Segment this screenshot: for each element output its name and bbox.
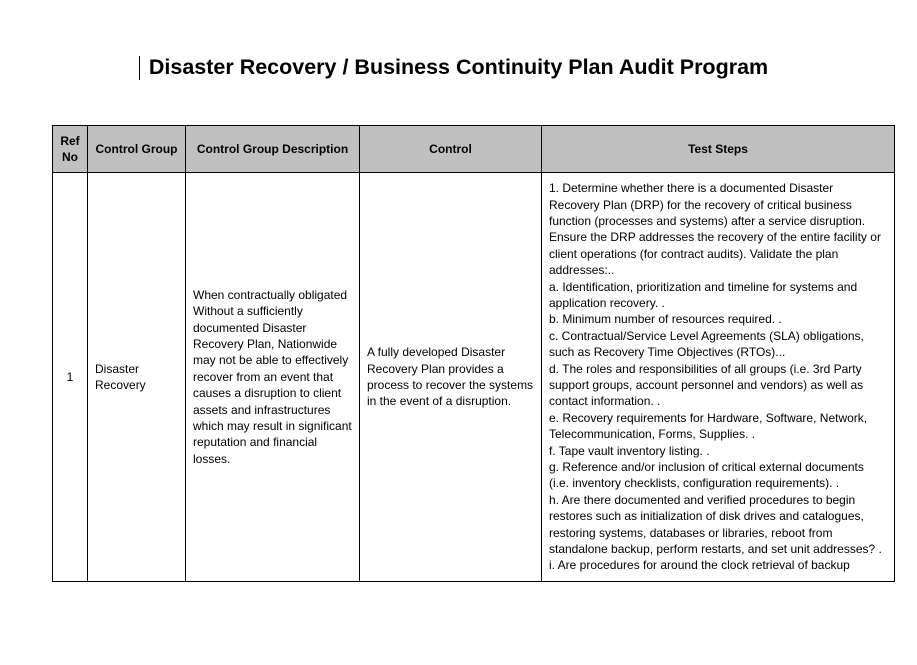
test-step: i. Are procedures for around the clock retrieval of backup xyxy=(549,558,850,573)
header-control: Control xyxy=(360,126,542,173)
header-test-steps: Test Steps xyxy=(542,126,895,173)
test-step: g. Reference and/or inclusion of critical external documents (i.e. inventory checklists, configuration requirements). . xyxy=(549,460,864,491)
test-step: b. Minimum number of resources required. . xyxy=(549,312,782,327)
table-header-row xyxy=(53,126,895,173)
cell-control: A fully developed Disaster Recovery Plan provides a process to recover the systems in the event of a disruption. xyxy=(360,173,542,582)
header-ref-no: Ref No xyxy=(53,126,88,173)
audit-table xyxy=(52,125,895,582)
cell-control-group-description: When contractually obligated Without a sufficiently documented Disaster Recovery Plan, Nationwide may not be able to effectively recover from an event that causes a disruption to client assets and infrastructures which may result in significant reputation and financial losses. xyxy=(186,173,360,582)
table-row xyxy=(53,173,895,582)
header-control-group: Control Group xyxy=(88,126,186,173)
page-title: Disaster Recovery / Business Continuity Plan Audit Program xyxy=(148,55,769,79)
test-step: d. The roles and responsibilities of all groups (i.e. 3rd Party support groups, account personnel and vendors) as well as contact information. . xyxy=(549,361,864,409)
test-step: a. Identification, prioritization and timeline for systems and application recovery. . xyxy=(549,279,858,310)
test-step: c. Contractual/Service Level Agreements (SLA) obligations, such as Recovery Time Objectives (RTOs)... xyxy=(549,328,864,360)
test-step: 1. Determine whether there is a documented Disaster Recovery Plan (DRP) for the recovery of critical business function (processes and systems) after a service disruption. Ensure the DRP addresses the recovery of the entire facility or client operations (for contract audits). Validate the plan addresses:.. xyxy=(549,181,881,278)
header-control-group-description: Control Group Description xyxy=(186,126,360,173)
cell-test-steps xyxy=(542,173,895,582)
test-step: e. Recovery requirements for Hardware, Software, Network, Telecommunication, Forms, Supplies. . xyxy=(549,410,868,442)
text-cursor xyxy=(139,56,140,80)
test-step: f. Tape vault inventory listing. . xyxy=(549,443,710,458)
cell-control-group: Disaster Recovery xyxy=(88,173,186,582)
cell-ref-no: 1 xyxy=(53,173,88,582)
test-step: h. Are there documented and verified procedures to begin restores such as initialization of disk drives and catalogues, restoring systems, databases or libraries, reboot from standalone backup, perform restarts, and set unit addresses? . xyxy=(549,492,882,557)
